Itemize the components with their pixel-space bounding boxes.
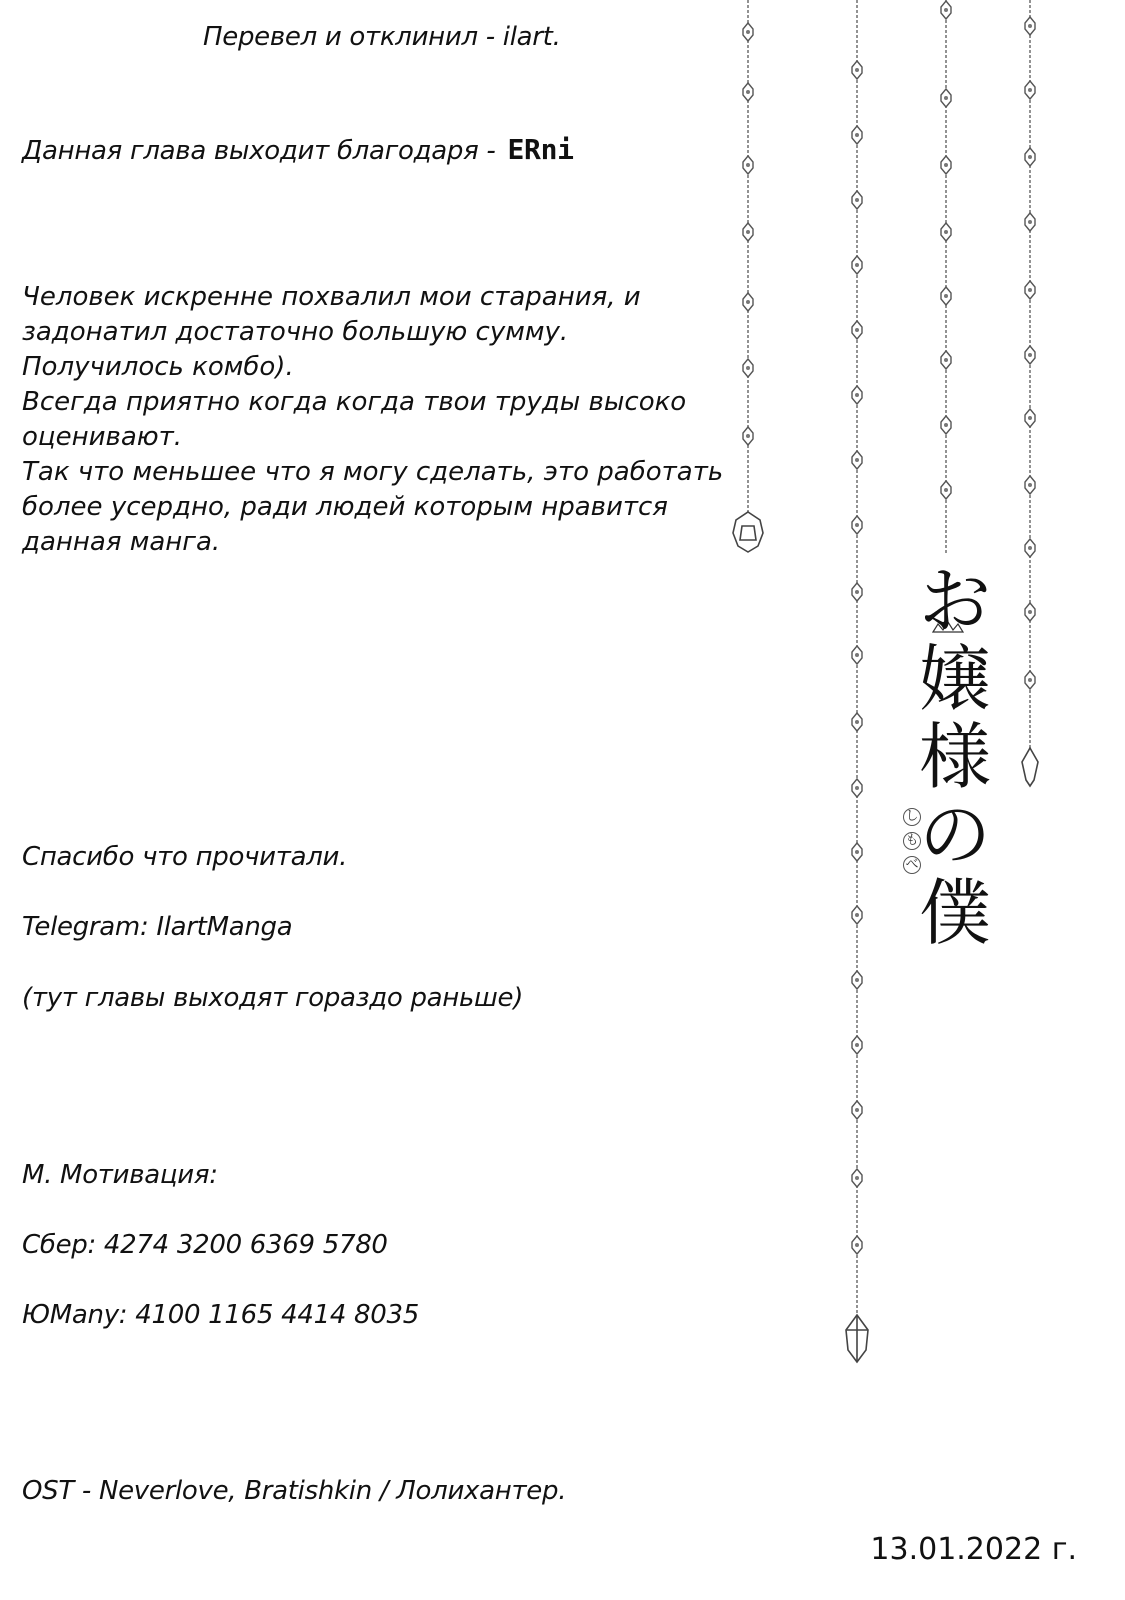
title-char: お [918,559,991,643]
ruby-char: も [903,832,921,850]
title-char: の [918,793,991,877]
message-line: Получилось комбо). [22,352,294,382]
translator-credit: Перевел и отклинил - ilart. [203,22,561,52]
telegram-channel: Telegram: IlartManga [22,912,293,942]
message-line: оценивают. [22,422,183,452]
sber-card-number: Сбер: 4274 3200 6369 5780 [22,1230,388,1260]
title-char: 様 [918,715,991,799]
telegram-note: (тут главы выходят гораздо раньше) [22,983,524,1013]
ruby-char: べ [903,856,921,874]
ost-credit: OST - Neverlove, Bratishkin / Лолихантер. [22,1476,567,1506]
title-char: 嬢 [918,637,991,721]
message-line: данная манга. [22,527,221,557]
sponsor-name: ERni [507,133,574,166]
message-line: Так что меньшее что я могу сделать, это работать [22,457,724,487]
ruby-char: し [903,808,921,826]
thanks-for-reading: Спасибо что прочитали. [22,842,348,872]
translator-message [22,280,723,560]
title-char: 僕 [918,871,991,955]
message-line: более усердно, ради людей которым нравится [22,492,668,522]
support-heading: М. Мотивация: [22,1160,218,1190]
message-line: Человек искренне похвалил мои старания, и [22,282,641,312]
sponsor-thanks [22,133,574,166]
title-ruby [903,808,921,880]
message-line: задонатил достаточно большую сумму. [22,317,569,347]
sponsor-thanks-text: Данная глава выходит благодаря - [22,136,496,166]
yumoney-wallet-number: ЮMany: 4100 1165 4414 8035 [22,1300,419,1330]
message-line: Всегда приятно когда когда твои труды высоко [22,387,687,417]
release-date: 13.01.2022 г. [870,1532,1077,1567]
manga-title-logo [910,559,1000,955]
